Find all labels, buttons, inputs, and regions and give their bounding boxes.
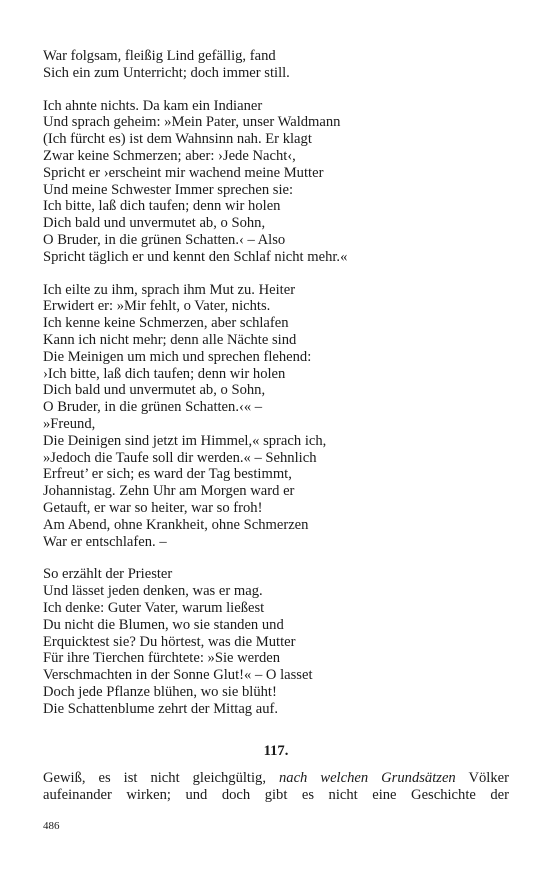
poem-line: (Ich fürcht es) ist dem Wahnsinn nah. Er klagt bbox=[43, 131, 312, 148]
poem-line: Für ihre Tierchen fürchtete: »Sie werden bbox=[43, 650, 281, 667]
poem-line: Ich denke: Guter Vater, warum ließest bbox=[43, 599, 265, 616]
prose-emphasis: nach welchen Grundsätzen bbox=[278, 770, 456, 787]
prose-line: aufeinander wirken; und doch gibt es nicht eine Geschichte der bbox=[43, 787, 509, 804]
poem-line: Erwidert er: »Mir fehlt, o Vater, nichts. bbox=[43, 298, 271, 315]
page-number: 486 bbox=[43, 820, 60, 832]
poem-line: Dich bald und unvermutet ab, o Sohn, bbox=[43, 382, 266, 399]
poem-line: Du nicht die Blumen, wo sie standen und bbox=[43, 616, 284, 633]
section-number: 117. bbox=[263, 743, 289, 760]
poem-line: So erzählt der Priester bbox=[43, 566, 173, 583]
prose-paragraph bbox=[43, 770, 509, 804]
poem-line: War folgsam, fleißig Lind gefällig, fand bbox=[43, 48, 276, 64]
poem-line: Verschmachten in der Sonne Glut!« – O lasset bbox=[43, 667, 313, 684]
poem-line: ›Ich bitte, laß dich taufen; denn wir holen bbox=[43, 365, 286, 382]
poem-line: O Bruder, in die grünen Schatten.‹ – Also bbox=[43, 231, 286, 248]
poem-line: Die Meinigen um mich und sprechen flehend: bbox=[43, 348, 312, 365]
poem-line: Johannistag. Zehn Uhr am Morgen ward er bbox=[43, 483, 295, 500]
stanza-1 bbox=[43, 48, 509, 82]
prose-line bbox=[43, 770, 509, 787]
poem-line: War er entschlafen. – bbox=[43, 533, 167, 550]
prose-text: Gewiß, es ist nicht gleichgültig, bbox=[43, 770, 279, 787]
poem-line: Ich eilte zu ihm, sprach ihm Mut zu. Heiter bbox=[43, 281, 296, 298]
poem-line: Erquicktest sie? Du hörtest, was die Mutter bbox=[43, 633, 296, 650]
poem-line: Ich bitte, laß dich taufen; denn wir holen bbox=[43, 198, 281, 215]
stanza-3 bbox=[43, 282, 509, 551]
poem-line: Sich ein zum Unterricht; doch immer still. bbox=[43, 64, 290, 81]
poem-line: Spricht täglich er und kennt den Schlaf nicht mehr.« bbox=[43, 248, 348, 265]
poem-line: Ich kenne keine Schmerzen, aber schlafen bbox=[43, 315, 289, 332]
poem-line: Ich ahnte nichts. Da kam ein Indianer bbox=[43, 97, 263, 114]
poem-line: Doch jede Pflanze blühen, wo sie blüht! bbox=[43, 683, 277, 700]
stanza-4 bbox=[43, 566, 509, 717]
poem-line: Zwar keine Schmerzen; aber: ›Jede Nacht‹, bbox=[43, 147, 296, 164]
poem-line: Und sprach geheim: »Mein Pater, unser Waldmann bbox=[43, 114, 341, 131]
poem-line: O Bruder, in die grünen Schatten.‹« – bbox=[43, 399, 263, 416]
poem-line: Kann ich nicht mehr; denn alle Nächte sind bbox=[43, 331, 297, 348]
poem-line: Dich bald und unvermutet ab, o Sohn, bbox=[43, 215, 266, 232]
poem-line: Und lässet jeden denken, was er mag. bbox=[43, 583, 263, 600]
poem-line: Am Abend, ohne Krankheit, ohne Schmerzen bbox=[43, 516, 309, 533]
poem-line: »Freund, bbox=[43, 415, 96, 432]
poem-line: Erfreut’ er sich; es ward der Tag bestimmt, bbox=[43, 466, 292, 483]
poem-line: Die Deinigen sind jetzt im Himmel,« sprach ich, bbox=[43, 432, 327, 449]
poem-line: Die Schattenblume zehrt der Mittag auf. bbox=[43, 700, 279, 717]
prose-text: Völker bbox=[455, 770, 509, 787]
poem-line: »Jedoch die Taufe soll dir werden.« – Sehnlich bbox=[43, 449, 317, 466]
book-page bbox=[43, 48, 509, 804]
poem-line: Und meine Schwester Immer sprechen sie: bbox=[43, 181, 294, 198]
stanza-2 bbox=[43, 98, 509, 266]
poem bbox=[43, 48, 509, 717]
poem-line: Spricht er ›erscheint mir wachend meine Mutter bbox=[43, 164, 324, 181]
poem-line: Getauft, er war so heiter, war so froh! bbox=[43, 499, 263, 516]
